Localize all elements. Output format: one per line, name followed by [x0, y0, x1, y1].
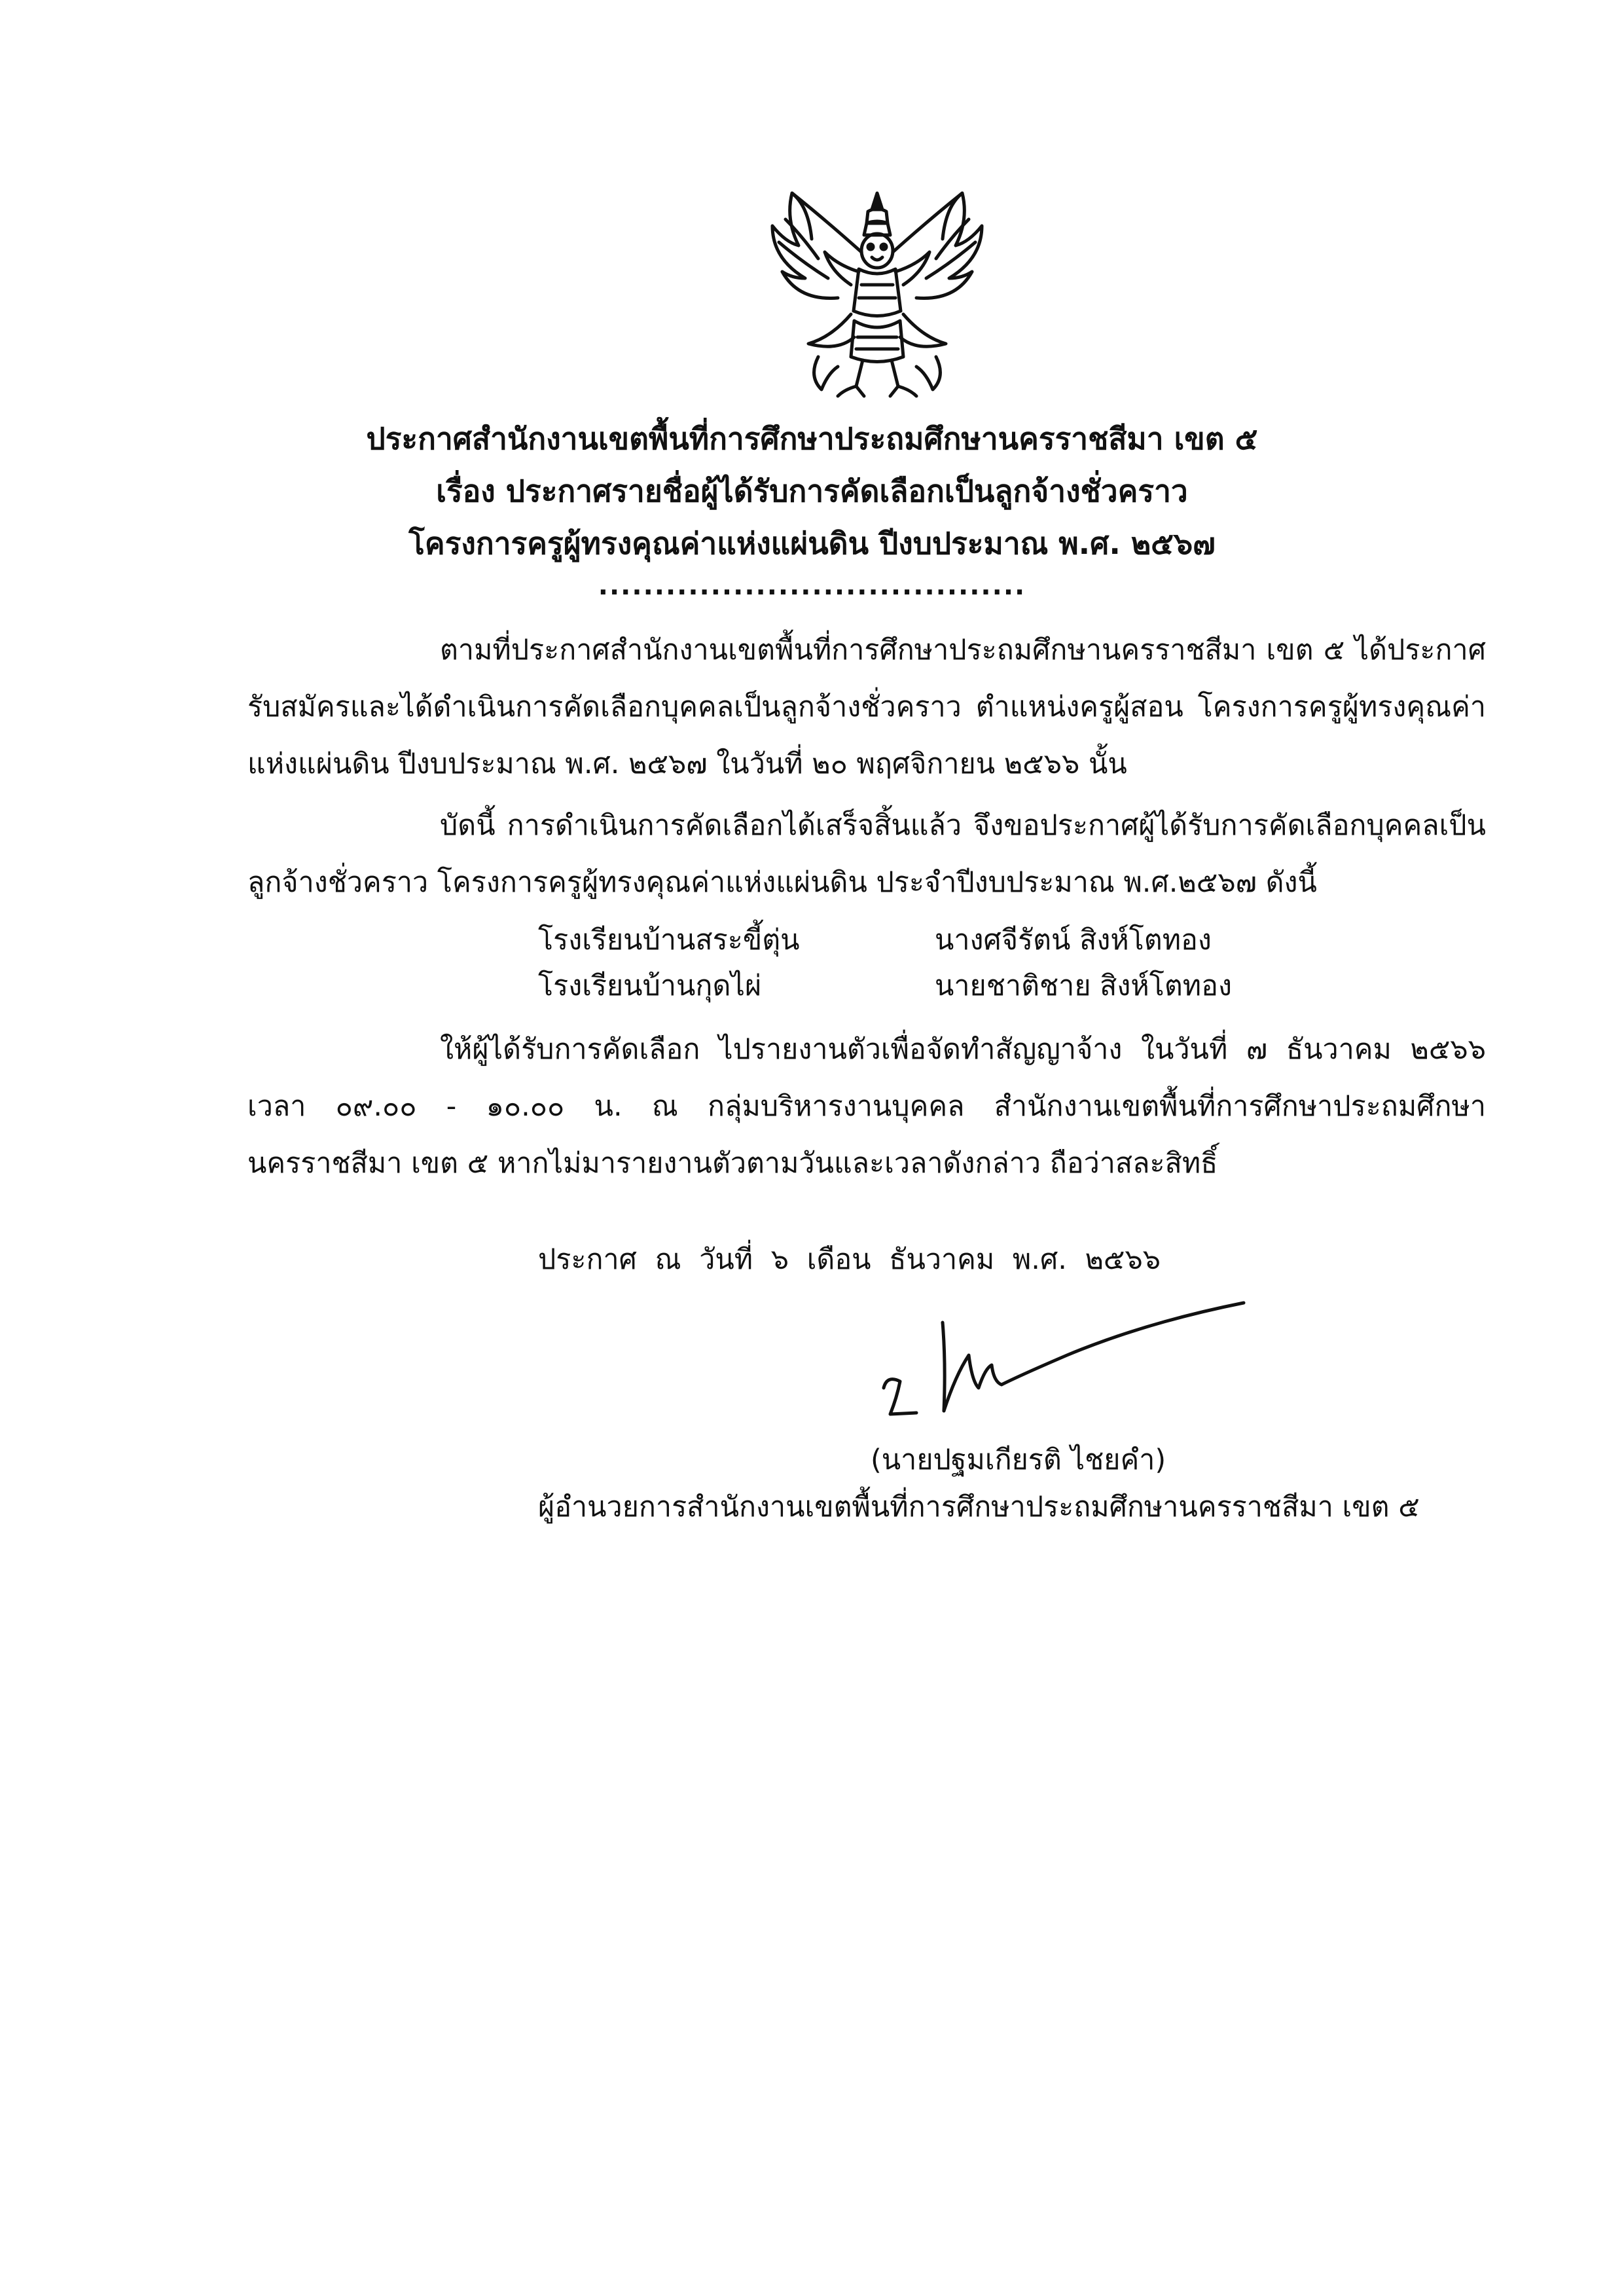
body-paragraph-3 [247, 1021, 1486, 1192]
announcement-title: ประกาศสำนักงานเขตพื้นที่การศึกษาประถมศึกษานครราชสีมา เขต ๕ [366, 421, 1258, 456]
announcement-date: ประกาศ ณ วันที่ ๖ เดือน ธันวาคม พ.ศ. ๒๕๖๖ [538, 1243, 1161, 1276]
signer-position: ผู้อำนวยการสำนักงานเขตพื้นที่การศึกษาประถมศึกษานครราชสีมา เขต ๕ [538, 1491, 1420, 1523]
body-paragraph-1 [247, 622, 1486, 793]
handwritten-signature [871, 1283, 1263, 1434]
garuda-emblem-icon [746, 180, 1008, 409]
selected-person-name: นายชาติชาย สิงห์โตทอง [935, 970, 1232, 1002]
selected-school: โรงเรียนบ้านกุดไผ่ [538, 970, 762, 1002]
body-paragraph-3-text: ให้ผู้ได้รับการคัดเลือก ไปรายงานตัวเพื่อจัดทำสัญญาจ้าง ในวันที่ ๗ ธันวาคม ๒๕๖๖ เวลา ๐๙.๐๐ - ๑๐.๐๐ น. ณ กลุ่มบริหารงานบุคคล สำนักงานเขตพื้นที่การศึกษาประถมศึกษานครราชสีมา เขต ๕ หากไม่มารายงานตัวตามวันและเวลาดังกล่าว ถือว่าสละสิทธิ์ [247, 1033, 1486, 1180]
selected-person-name: นางศจีรัตน์ สิงห์โตทอง [935, 924, 1212, 957]
body-paragraph-1-text: ตามที่ประกาศสำนักงานเขตพื้นที่การศึกษาประถมศึกษานครราชสีมา เขต ๕ ได้ประกาศรับสมัครและได้ดำเนินการคัดเลือกบุคคลเป็นลูกจ้างชั่วคราว ตำแหน่งครูผู้สอน โครงการครูผู้ทรงคุณค่าแห่งแผ่นดิน ปีงบประมาณ พ.ศ. ๒๕๖๗ ในวันที่ ๒๐ พฤศจิกายน ๒๕๖๖ นั้น [247, 634, 1486, 780]
title-separator: ...................................... [598, 571, 1026, 601]
body-paragraph-2-text: บัดนี้ การดำเนินการคัดเลือกได้เสร็จสิ้นแล้ว จึงขอประกาศผู้ได้รับการคัดเลือกบุคคลเป็นลูกจ้างชั่วคราว โครงการครูผู้ทรงคุณค่าแห่งแผ่นดิน ประจำปีงบประมาณ พ.ศ.๒๕๖๗ ดังนี้ [247, 809, 1486, 899]
signer-name: (นายปฐมเกียรติ ไชยคำ) [871, 1444, 1166, 1476]
announcement-subject: เรื่อง ประกาศรายชื่อผู้ได้รับการคัดเลือกเป็นลูกจ้างชั่วคราว [436, 473, 1188, 509]
body-paragraph-2 [247, 797, 1486, 911]
announcement-project: โครงการครูผู้ทรงคุณค่าแห่งแผ่นดิน ปีงบประมาณ พ.ศ. ๒๕๖๗ [408, 526, 1216, 561]
selected-school: โรงเรียนบ้านสระขี้ตุ่น [538, 924, 800, 957]
